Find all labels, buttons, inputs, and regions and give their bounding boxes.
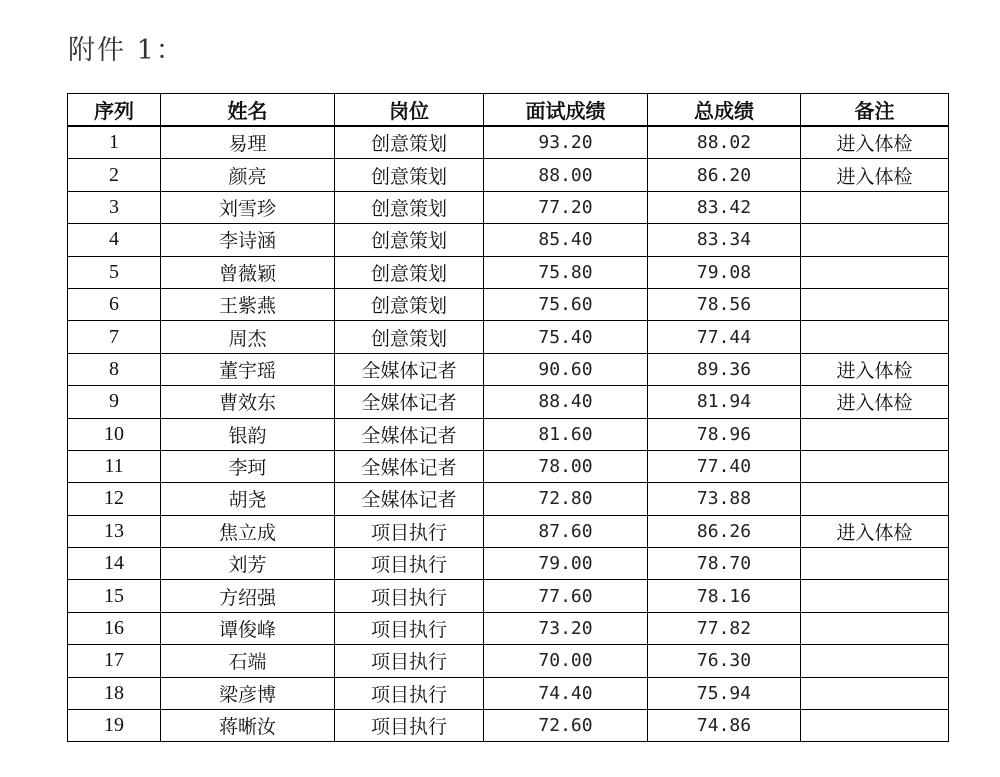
cell-note bbox=[801, 224, 949, 256]
cell-note bbox=[801, 288, 949, 320]
cell-interview-score: 88.40 bbox=[484, 386, 648, 418]
score-table bbox=[67, 93, 949, 742]
cell-interview-score: 75.80 bbox=[484, 256, 648, 288]
cell-total-score: 78.96 bbox=[648, 418, 801, 450]
cell-post: 创意策划 bbox=[335, 288, 484, 320]
cell-name: 董宇瑶 bbox=[161, 353, 335, 385]
cell-total-score: 89.36 bbox=[648, 353, 801, 385]
cell-name: 银韵 bbox=[161, 418, 335, 450]
cell-post: 全媒体记者 bbox=[335, 483, 484, 515]
cell-note bbox=[801, 612, 949, 644]
cell-interview-score: 93.20 bbox=[484, 126, 648, 159]
cell-name: 胡尧 bbox=[161, 483, 335, 515]
cell-interview-score: 81.60 bbox=[484, 418, 648, 450]
cell-note bbox=[801, 645, 949, 677]
cell-post: 项目执行 bbox=[335, 515, 484, 547]
cell-interview-score: 77.20 bbox=[484, 191, 648, 223]
cell-total-score: 74.86 bbox=[648, 710, 801, 742]
cell-seq: 8 bbox=[68, 353, 161, 385]
cell-note bbox=[801, 677, 949, 709]
table-row bbox=[68, 256, 949, 288]
cell-name: 焦立成 bbox=[161, 515, 335, 547]
cell-total-score: 77.82 bbox=[648, 612, 801, 644]
header-post: 岗位 bbox=[335, 94, 484, 127]
cell-name: 刘芳 bbox=[161, 548, 335, 580]
cell-post: 创意策划 bbox=[335, 224, 484, 256]
cell-post: 全媒体记者 bbox=[335, 353, 484, 385]
table-row bbox=[68, 515, 949, 547]
cell-total-score: 86.26 bbox=[648, 515, 801, 547]
attachment-title: 附件 1： bbox=[68, 35, 185, 66]
cell-seq: 18 bbox=[68, 677, 161, 709]
cell-interview-score: 72.60 bbox=[484, 710, 648, 742]
cell-interview-score: 77.60 bbox=[484, 580, 648, 612]
cell-name: 蒋晰汝 bbox=[161, 710, 335, 742]
cell-interview-score: 75.40 bbox=[484, 321, 648, 353]
header-note: 备注 bbox=[801, 94, 949, 127]
table-row bbox=[68, 159, 949, 191]
cell-total-score: 86.20 bbox=[648, 159, 801, 191]
cell-post: 创意策划 bbox=[335, 256, 484, 288]
cell-note bbox=[801, 191, 949, 223]
cell-seq: 16 bbox=[68, 612, 161, 644]
cell-note bbox=[801, 483, 949, 515]
cell-seq: 7 bbox=[68, 321, 161, 353]
table-row bbox=[68, 418, 949, 450]
cell-post: 项目执行 bbox=[335, 710, 484, 742]
cell-total-score: 78.70 bbox=[648, 548, 801, 580]
cell-total-score: 83.42 bbox=[648, 191, 801, 223]
cell-seq: 6 bbox=[68, 288, 161, 320]
cell-total-score: 76.30 bbox=[648, 645, 801, 677]
cell-post: 创意策划 bbox=[335, 191, 484, 223]
cell-seq: 1 bbox=[68, 126, 161, 159]
cell-note: 进入体检 bbox=[801, 159, 949, 191]
cell-note bbox=[801, 548, 949, 580]
table-row bbox=[68, 645, 949, 677]
cell-name: 易理 bbox=[161, 126, 335, 159]
cell-total-score: 88.02 bbox=[648, 126, 801, 159]
cell-name: 李诗涵 bbox=[161, 224, 335, 256]
cell-total-score: 79.08 bbox=[648, 256, 801, 288]
cell-seq: 9 bbox=[68, 386, 161, 418]
cell-name: 谭俊峰 bbox=[161, 612, 335, 644]
cell-post: 创意策划 bbox=[335, 126, 484, 159]
table-row bbox=[68, 548, 949, 580]
cell-post: 项目执行 bbox=[335, 677, 484, 709]
cell-note bbox=[801, 256, 949, 288]
table-body bbox=[68, 126, 949, 742]
cell-interview-score: 73.20 bbox=[484, 612, 648, 644]
cell-note bbox=[801, 321, 949, 353]
cell-total-score: 81.94 bbox=[648, 386, 801, 418]
cell-interview-score: 88.00 bbox=[484, 159, 648, 191]
cell-name: 曹效东 bbox=[161, 386, 335, 418]
cell-post: 全媒体记者 bbox=[335, 386, 484, 418]
cell-post: 全媒体记者 bbox=[335, 450, 484, 482]
cell-seq: 12 bbox=[68, 483, 161, 515]
header-name: 姓名 bbox=[161, 94, 335, 127]
cell-name: 颜亮 bbox=[161, 159, 335, 191]
cell-post: 全媒体记者 bbox=[335, 418, 484, 450]
cell-seq: 19 bbox=[68, 710, 161, 742]
cell-post: 项目执行 bbox=[335, 645, 484, 677]
table-row bbox=[68, 612, 949, 644]
cell-note bbox=[801, 450, 949, 482]
table-row bbox=[68, 288, 949, 320]
cell-total-score: 77.40 bbox=[648, 450, 801, 482]
cell-post: 项目执行 bbox=[335, 580, 484, 612]
cell-seq: 2 bbox=[68, 159, 161, 191]
cell-name: 王紫燕 bbox=[161, 288, 335, 320]
cell-name: 周杰 bbox=[161, 321, 335, 353]
cell-seq: 13 bbox=[68, 515, 161, 547]
table-row bbox=[68, 710, 949, 742]
cell-seq: 11 bbox=[68, 450, 161, 482]
cell-post: 项目执行 bbox=[335, 548, 484, 580]
cell-seq: 4 bbox=[68, 224, 161, 256]
cell-interview-score: 74.40 bbox=[484, 677, 648, 709]
cell-seq: 5 bbox=[68, 256, 161, 288]
table-row bbox=[68, 483, 949, 515]
cell-note: 进入体检 bbox=[801, 386, 949, 418]
cell-name: 曾薇颖 bbox=[161, 256, 335, 288]
cell-total-score: 83.34 bbox=[648, 224, 801, 256]
header-total-score: 总成绩 bbox=[648, 94, 801, 127]
cell-interview-score: 90.60 bbox=[484, 353, 648, 385]
cell-note bbox=[801, 710, 949, 742]
cell-seq: 14 bbox=[68, 548, 161, 580]
cell-total-score: 78.16 bbox=[648, 580, 801, 612]
table-row bbox=[68, 353, 949, 385]
cell-interview-score: 79.00 bbox=[484, 548, 648, 580]
cell-interview-score: 75.60 bbox=[484, 288, 648, 320]
cell-interview-score: 87.60 bbox=[484, 515, 648, 547]
table-header-row bbox=[68, 94, 949, 127]
header-interview-score: 面试成绩 bbox=[484, 94, 648, 127]
cell-seq: 17 bbox=[68, 645, 161, 677]
cell-total-score: 77.44 bbox=[648, 321, 801, 353]
cell-note: 进入体检 bbox=[801, 353, 949, 385]
cell-seq: 3 bbox=[68, 191, 161, 223]
cell-name: 方绍强 bbox=[161, 580, 335, 612]
cell-note bbox=[801, 418, 949, 450]
cell-name: 李珂 bbox=[161, 450, 335, 482]
cell-note: 进入体检 bbox=[801, 126, 949, 159]
cell-name: 刘雪珍 bbox=[161, 191, 335, 223]
cell-interview-score: 85.40 bbox=[484, 224, 648, 256]
table-row bbox=[68, 677, 949, 709]
table-row bbox=[68, 191, 949, 223]
cell-total-score: 73.88 bbox=[648, 483, 801, 515]
cell-total-score: 78.56 bbox=[648, 288, 801, 320]
cell-interview-score: 78.00 bbox=[484, 450, 648, 482]
cell-post: 创意策划 bbox=[335, 159, 484, 191]
cell-interview-score: 72.80 bbox=[484, 483, 648, 515]
cell-seq: 15 bbox=[68, 580, 161, 612]
cell-seq: 10 bbox=[68, 418, 161, 450]
table-row bbox=[68, 386, 949, 418]
cell-post: 项目执行 bbox=[335, 612, 484, 644]
cell-total-score: 75.94 bbox=[648, 677, 801, 709]
table-row bbox=[68, 321, 949, 353]
header-seq: 序列 bbox=[68, 94, 161, 127]
table-row bbox=[68, 580, 949, 612]
cell-name: 石端 bbox=[161, 645, 335, 677]
cell-post: 创意策划 bbox=[335, 321, 484, 353]
cell-interview-score: 70.00 bbox=[484, 645, 648, 677]
cell-name: 梁彦博 bbox=[161, 677, 335, 709]
table-row bbox=[68, 224, 949, 256]
cell-note: 进入体检 bbox=[801, 515, 949, 547]
table-row bbox=[68, 126, 949, 159]
cell-note bbox=[801, 580, 949, 612]
table-row bbox=[68, 450, 949, 482]
